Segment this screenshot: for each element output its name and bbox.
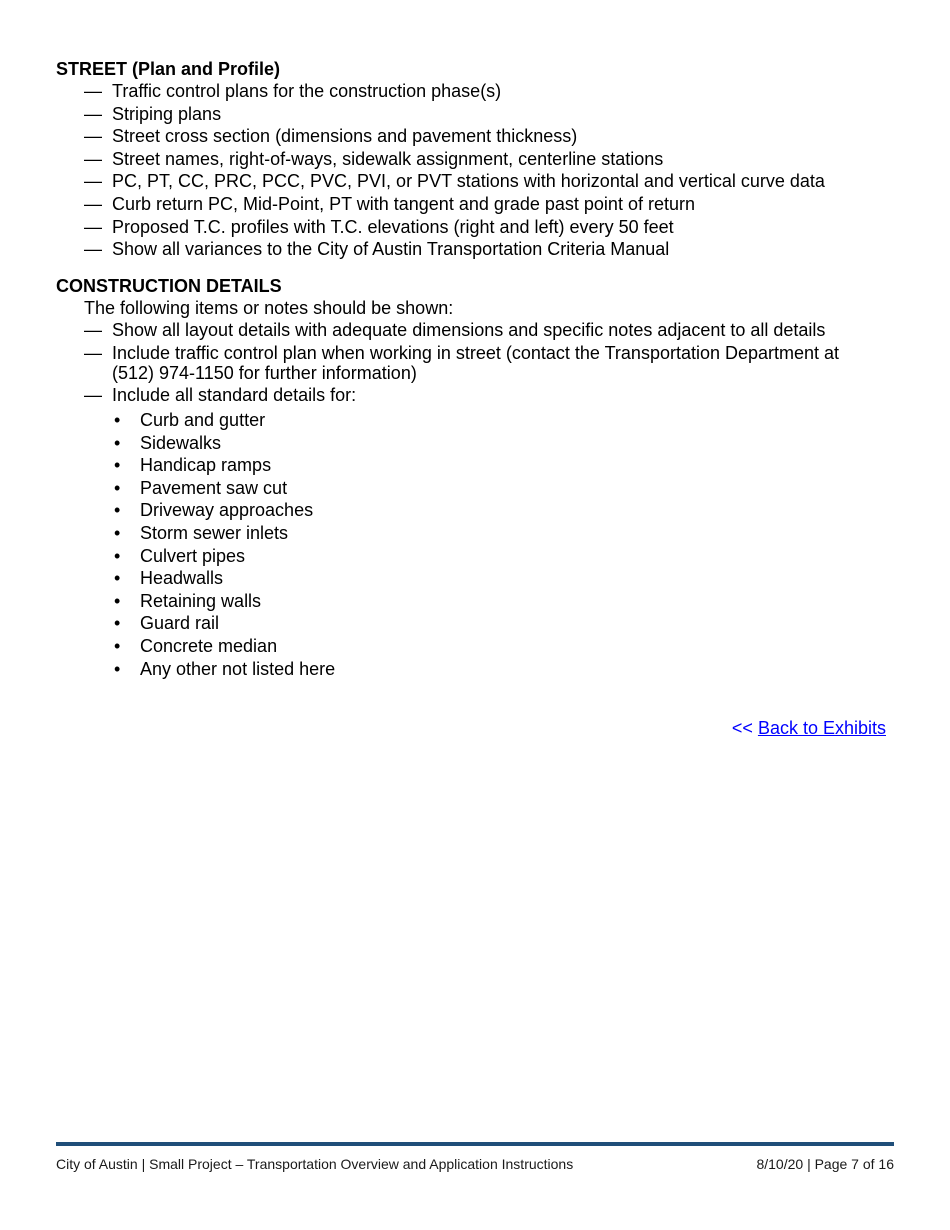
bullet-marker: • [114, 522, 121, 543]
list-item [84, 384, 872, 407]
bullet-marker: • [114, 568, 121, 589]
street-item-text: Curb return PC, Mid-Point, PT with tangent and grade past point of return [112, 193, 695, 214]
bullet-marker: • [114, 658, 121, 679]
construction-requirements-list [84, 319, 872, 406]
list-item [112, 545, 335, 568]
street-item-text: PC, PT, CC, PRC, PCC, PVC, PVI, or PVT stations with horizontal and vertical curve data [112, 171, 825, 192]
back-arrow-prefix: << [731, 718, 753, 738]
street-section-heading: STREET (Plan and Profile) [56, 59, 281, 79]
bullet-marker: • [114, 455, 121, 476]
standard-detail-text: Guard rail [140, 613, 220, 634]
dash-marker: — [84, 239, 102, 260]
bullet-marker: • [114, 635, 121, 656]
street-item-text: Street cross section (dimensions and pavement thickness) [112, 126, 578, 147]
list-item [84, 103, 825, 126]
bullet-marker: • [114, 477, 121, 498]
list-item [112, 658, 335, 681]
dash-marker: — [84, 126, 102, 147]
standard-detail-text: Culvert pipes [140, 545, 246, 566]
list-item [84, 80, 825, 103]
construction-item-text: Show all layout details with adequate dimensions and specific notes adjacent to all details [112, 320, 826, 340]
list-item [112, 635, 335, 658]
list-item [112, 454, 335, 477]
list-item [84, 170, 825, 193]
list-item [84, 148, 825, 171]
list-item [84, 125, 825, 148]
bullet-marker: • [114, 500, 121, 521]
footer-page-info: 8/10/20 | Page 7 of 16 [756, 1156, 894, 1172]
bullet-marker: • [114, 613, 121, 634]
list-item [84, 238, 825, 261]
street-item-text: Show all variances to the City of Austin Transportation Criteria Manual [112, 239, 670, 260]
list-item [112, 522, 335, 545]
list-item [84, 319, 872, 342]
standard-detail-text: Concrete median [140, 635, 278, 656]
standard-detail-text: Curb and gutter [140, 410, 266, 430]
standard-detail-text: Retaining walls [140, 590, 262, 611]
dash-marker: — [84, 342, 102, 363]
dash-marker: — [84, 320, 102, 340]
standard-detail-text: Pavement saw cut [140, 477, 288, 498]
footer-divider [56, 1142, 894, 1146]
street-item-text: Striping plans [112, 103, 222, 124]
street-requirements-list [84, 80, 825, 261]
dash-marker: — [84, 171, 102, 192]
dash-marker: — [84, 103, 102, 124]
bullet-marker: • [114, 545, 121, 566]
dash-marker: — [84, 81, 102, 101]
dash-marker: — [84, 216, 102, 237]
construction-section-heading: CONSTRUCTION DETAILS [56, 276, 282, 296]
standard-details-list [112, 409, 335, 680]
list-item [112, 409, 335, 432]
standard-detail-text: Headwalls [140, 568, 224, 589]
bullet-marker: • [114, 432, 121, 453]
bullet-marker: • [114, 590, 121, 611]
street-item-text: Street names, right-of-ways, sidewalk assignment, centerline stations [112, 148, 664, 169]
list-item [84, 193, 825, 216]
standard-detail-text: Storm sewer inlets [140, 522, 289, 543]
bullet-marker: • [114, 410, 121, 430]
dash-marker: — [84, 384, 102, 405]
list-item [112, 590, 335, 613]
street-item-text: Proposed T.C. profiles with T.C. elevations (right and left) every 50 feet [112, 216, 674, 237]
back-navigation [732, 717, 886, 739]
footer-document-title: City of Austin | Small Project – Transportation Overview and Application Instructions [56, 1156, 574, 1172]
list-item [112, 499, 335, 522]
dash-marker: — [84, 193, 102, 214]
dash-marker: — [84, 148, 102, 169]
standard-detail-text: Handicap ramps [140, 455, 272, 476]
list-item [112, 477, 335, 500]
standard-detail-text: Any other not listed here [140, 658, 336, 679]
list-item [112, 432, 335, 455]
back-to-exhibits-link[interactable]: Back to Exhibits [757, 718, 886, 738]
list-item [84, 216, 825, 239]
construction-intro-text: The following items or notes should be shown: [84, 298, 454, 318]
street-item-text: Traffic control plans for the construction phase(s) [112, 81, 502, 101]
construction-item-text: Include traffic control plan when working in street (contact the Transportation Department at (512) 974-1150 for further information) [112, 342, 840, 384]
standard-detail-text: Sidewalks [140, 432, 222, 453]
standard-detail-text: Driveway approaches [140, 500, 314, 521]
list-item [84, 342, 872, 384]
list-item [112, 567, 335, 590]
construction-item-text: Include all standard details for: [112, 384, 357, 405]
list-item [112, 612, 335, 635]
